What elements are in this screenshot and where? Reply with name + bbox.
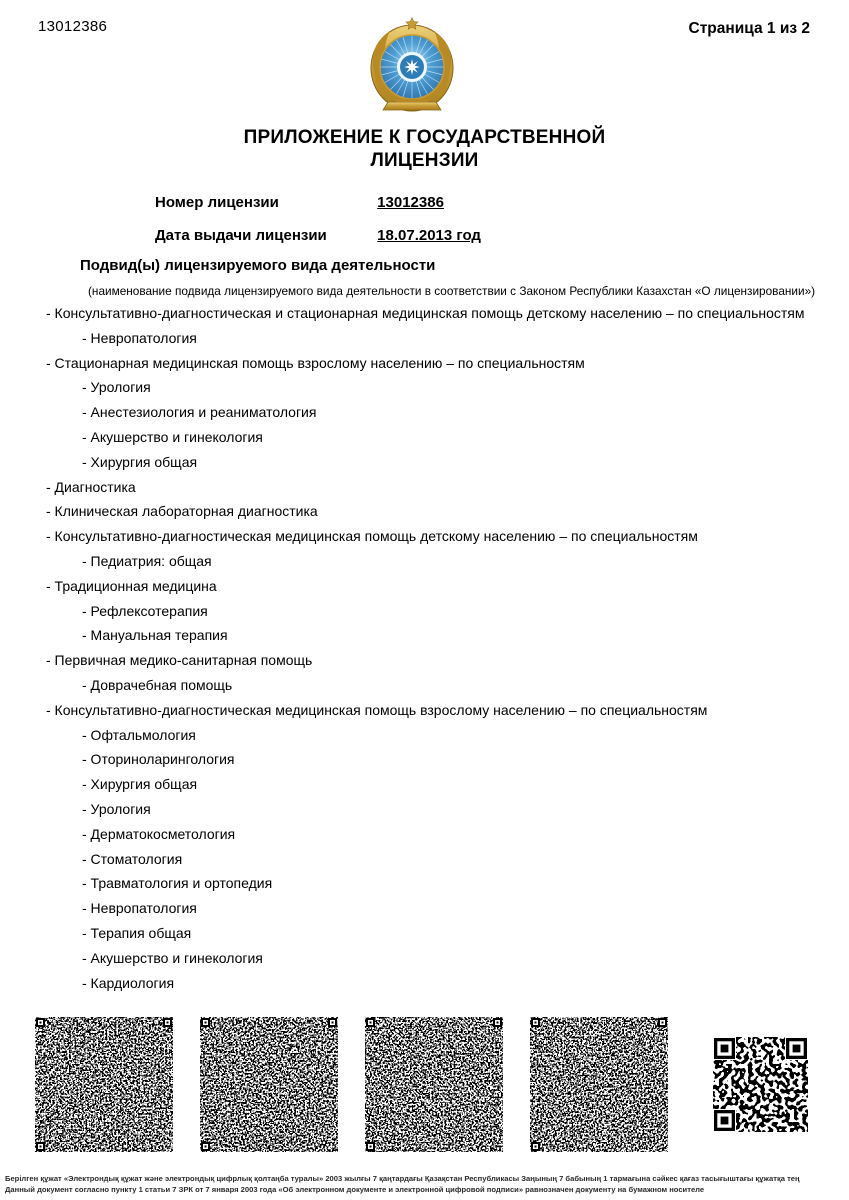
subtype-item: - Оториноларингология — [82, 751, 235, 768]
subtype-item: - Хирургия общая — [82, 453, 198, 470]
footer-line-russian: Данный документ согласно пункту 1 статьи 7 ЗРК от 7 января 2003 года «Об электронном документе и электронной цифровой подписи» равнозначен документу на бумажном носителе — [5, 1185, 705, 1195]
license-number-value: 13012386 — [377, 194, 444, 211]
subtype-item: - Стоматология — [82, 850, 183, 867]
license-date-value: 18.07.2013 год — [377, 227, 481, 244]
license-date-label: Дата выдачи лицензии — [155, 227, 327, 244]
subtype-item: - Анестезиология и реаниматология — [82, 404, 317, 421]
subtype-item: - Диагностика — [46, 478, 136, 495]
page-indicator: Страница 1 из 2 — [688, 20, 810, 37]
page-title: ПРИЛОЖЕНИЕ К ГОСУДАРСТВЕННОЙ ЛИЦЕНЗИИ — [243, 127, 606, 172]
subtype-item: - Кардиология — [82, 974, 175, 991]
subtype-item: - Доврачебная помощь — [82, 676, 233, 693]
qr-finder-bottom-left — [713, 1109, 736, 1132]
footer-line-kazakh: Берілген құжат «Электрондық құжат және электрондық цифрлық қолтаңба туралы» 2003 жылғы 7 қаңтардағы Қазақстан Республикасы Заңының 7 бабының 1 тармағына сәйкес қағаз тасығыштағы құжатқа тең — [5, 1174, 800, 1183]
emblem-center-star — [404, 59, 420, 75]
subtype-item: - Мануальная терапия — [82, 627, 228, 644]
subtype-item: - Травматология и ортопедия — [82, 875, 273, 892]
qr-finder-top-left — [713, 1037, 736, 1060]
subtype-item: - Педиатрия: общая — [82, 552, 212, 569]
subtype-item: - Рефлексотерапия — [82, 602, 208, 619]
subtype-item: - Урология — [82, 379, 151, 396]
legal-footer — [5, 1173, 845, 1196]
license-date-row — [155, 227, 481, 244]
qr-code-icon — [707, 1031, 814, 1138]
emblem-banner — [383, 102, 441, 110]
barcode-data-block-1-icon — [35, 1017, 173, 1152]
subtype-item: - Акушерство и гинекология — [82, 428, 263, 445]
subtype-list — [46, 306, 837, 1000]
subtype-item: - Невропатология — [82, 329, 197, 346]
subtypes-note: (наименование подвида лицензируемого вида деятельности в соответствии с Законом Республики Казахстан «О лицензировании») — [88, 284, 816, 298]
subtype-item: - Офтальмология — [82, 726, 196, 743]
subtype-item: - Стационарная медицинская помощь взрослому населению – по специальностям — [46, 354, 585, 371]
subtype-item: - Невропатология — [82, 900, 197, 917]
subtype-item: - Первичная медико-санитарная помощь — [46, 652, 313, 669]
kazakhstan-coat-of-arms-icon — [364, 16, 460, 116]
license-fields — [155, 194, 481, 260]
subtype-item: - Урология — [82, 800, 151, 817]
subtype-item: - Дерматокосметология — [82, 825, 236, 842]
subtype-item: - Консультативно-диагностическая и стационарная медицинская помощь детскому населению – по специальностям — [46, 305, 805, 321]
license-number-label: Номер лицензии — [155, 194, 279, 211]
subtype-item: - Традиционная медицина — [46, 577, 217, 594]
license-number-row — [155, 194, 481, 211]
barcode-data-block-3-icon — [365, 1017, 503, 1152]
barcode-data-block-4-icon — [530, 1017, 668, 1152]
document-number: 13012386 — [38, 18, 108, 35]
subtype-item: - Акушерство и гинекология — [82, 949, 263, 966]
subtype-item: - Хирургия общая — [82, 776, 198, 793]
subtype-item: - Терапия общая — [82, 924, 192, 941]
subtypes-heading: Подвид(ы) лицензируемого вида деятельности — [80, 257, 436, 274]
barcode-data-block-2-icon — [200, 1017, 338, 1152]
barcode-row — [35, 1017, 814, 1152]
subtype-item: - Консультативно-диагностическая медицинская помощь детскому населению – по специальностям — [46, 528, 698, 545]
qr-finder-top-right — [785, 1037, 808, 1060]
subtype-item: - Консультативно-диагностическая медицинская помощь взрослому населению – по специальностям — [46, 701, 708, 718]
subtype-item: - Клиническая лабораторная диагностика — [46, 503, 318, 520]
